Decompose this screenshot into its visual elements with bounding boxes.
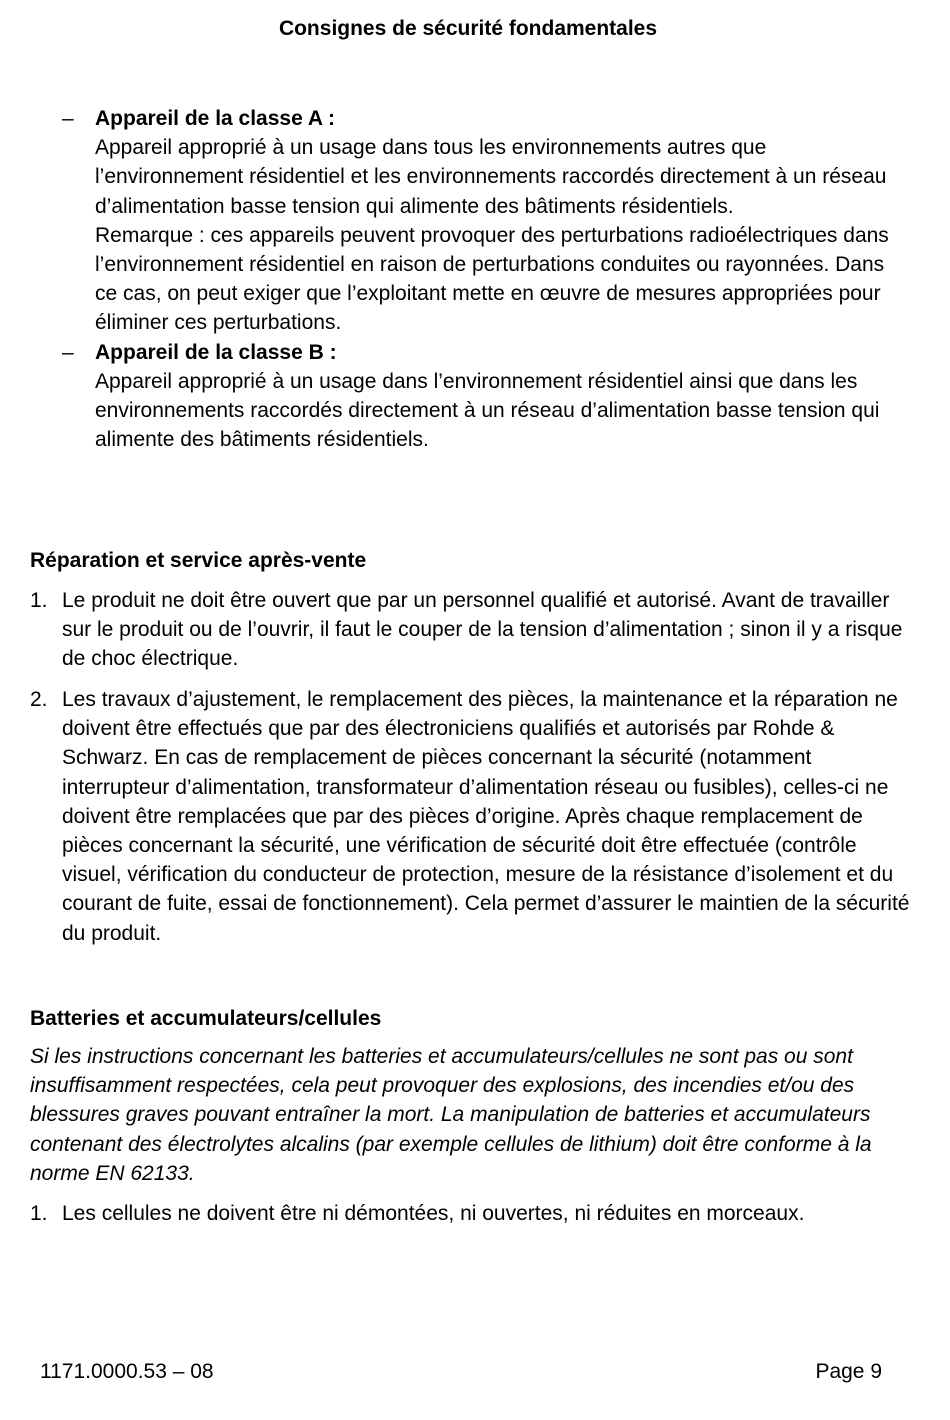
list-item — [30, 1199, 910, 1228]
battery-section-title: Batteries et accumulateurs/cellules — [30, 1007, 382, 1030]
list-item-text: Les travaux d’ajustement, le remplacement des pièces, la maintenance et la réparation ne doivent être effectués que par des électroniciens qualifiés et autorisés par Rohde & Schwarz. En cas de remplacement de pièces concernant la sécurité (notamment interrupteur d’alimentation, transformateur d’alimentation réseau ou fusibles), celles-ci ne doivent être remplacées que par des pièces d’origine. Après chaque remplacement de pièces concernant la sécurité, une vérification de sécurité doit être effectuée (contrôle visuel, vérification du conducteur de protection, mesure de la résistance d’isolement et du courant de fuite, essai de fonctionnement). Cela permet d’assurer le maintien de la sécurité du produit. — [62, 688, 910, 945]
list-item — [30, 685, 910, 948]
dash-bullet: – — [62, 107, 74, 130]
list-item-text: Les cellules ne doivent être ni démontées, ni ouvertes, ni réduites en morceaux. — [62, 1202, 805, 1225]
list-item-number: 2. — [30, 688, 48, 711]
list-item-text: Le produit ne doit être ouvert que par un personnel qualifié et autorisé. Avant de travailler sur le produit ou de l’ouvrir, il faut le couper de la tension d’alimentation ; sinon il y a risque de choc électrique. — [62, 589, 903, 671]
device-class-title: Appareil de la classe A : — [95, 107, 336, 130]
list-item-number: 1. — [30, 589, 48, 612]
battery-list — [30, 1199, 910, 1228]
dash-bullet: – — [62, 340, 74, 364]
battery-warning-intro: Si les instructions concernant les batteries et accumulateurs/cellules ne sont pas ou sont insuffisamment respectées, cela peut provoquer des explosions, des incendies et/ou des blessures graves pouvant entraîner la mort. La manipulation de batteries et accumulateurs contenant des électrolytes alcalins (par exemple cellules de lithium) doit être conforme à la norme EN 62133. — [30, 1045, 872, 1185]
repair-section-title: Réparation et service après-vente — [30, 549, 367, 572]
device-class-description: Appareil approprié à un usage dans tous les environnements autres que l’environnement résidentiel et les environnements raccordés directement à un réseau d’alimentation basse tension qui alimente des bâtiments résidentiels. — [95, 136, 887, 218]
repair-list-continued — [30, 685, 910, 948]
device-class-b — [62, 338, 912, 455]
page-header: Consignes de sécurité fondamentales — [278, 17, 658, 40]
device-class-a — [62, 104, 912, 338]
device-class-list — [62, 104, 912, 454]
footer-doc-number: 1171.0000.53 – 08 — [40, 1360, 214, 1383]
list-item — [30, 586, 910, 674]
repair-list — [30, 586, 910, 674]
footer-page-number: Page 9 — [815, 1360, 882, 1383]
list-item-number: 1. — [30, 1202, 48, 1225]
device-class-description: Appareil approprié à un usage dans l’environnement résidentiel ainsi que dans les environnements raccordés directement à un réseau d’alimentation basse tension qui alimente des bâtiments résidentiels. — [95, 369, 880, 452]
device-class-remark: Remarque : ces appareils peuvent provoquer des perturbations radioélectriques dans l’environnement résidentiel en raison de perturbations conduites ou rayonnées. Dans ce cas, on peut exiger que l’exploitant mette en œuvre de mesures appropriées pour éliminer ces perturbations. — [95, 223, 889, 335]
device-class-title: Appareil de la classe B : — [95, 340, 337, 364]
